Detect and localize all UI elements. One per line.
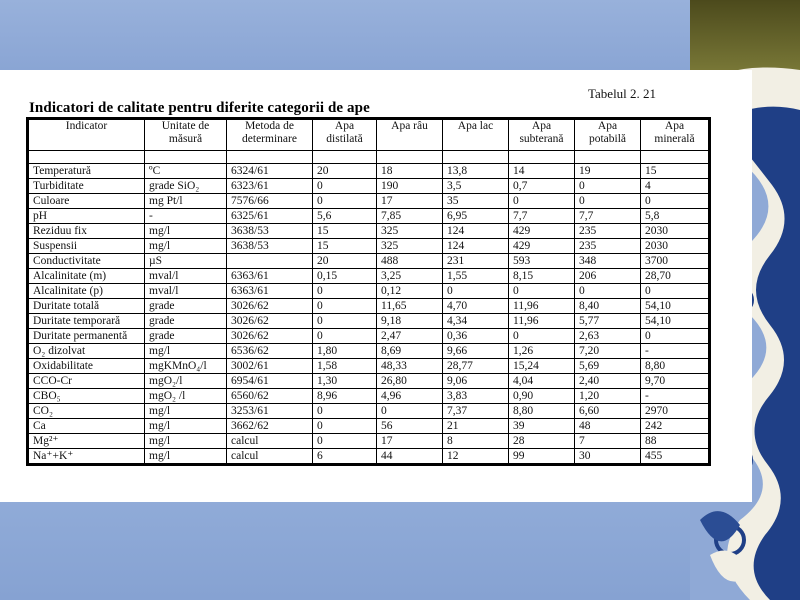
table-cell: 190: [377, 179, 443, 194]
table-cell: 0: [575, 284, 641, 299]
column-header: Apa potabilă: [575, 119, 641, 151]
table-cell: 0,15: [313, 269, 377, 284]
table-cell: 5,69: [575, 359, 641, 374]
header-row: [28, 119, 710, 151]
table-cell: mg/l: [145, 449, 227, 465]
table-cell: mg/l: [145, 224, 227, 239]
table-cell: 124: [443, 224, 509, 239]
table-cell: 15: [641, 164, 710, 179]
indicator-cell: Conductivitate: [28, 254, 145, 269]
table-cell: 6,60: [575, 404, 641, 419]
table-cell: 1,55: [443, 269, 509, 284]
table-row: [28, 269, 710, 284]
table-cell: 6560/62: [227, 389, 313, 404]
table-header: [28, 119, 710, 151]
table-cell: 1,80: [313, 344, 377, 359]
table-cell: 0: [641, 329, 710, 344]
table-cell: 6323/61: [227, 179, 313, 194]
table-cell: 0: [313, 314, 377, 329]
table-cell: mgO₂/l: [145, 374, 227, 389]
table-cell: 0: [313, 284, 377, 299]
table-cell: 0: [641, 284, 710, 299]
table-row: [28, 224, 710, 239]
table-cell: 0: [641, 194, 710, 209]
table-cell: 21: [443, 419, 509, 434]
column-header: Apa subterană: [509, 119, 575, 151]
table-cell: 48: [575, 419, 641, 434]
table-cell: 2030: [641, 224, 710, 239]
table-cell: 28: [509, 434, 575, 449]
table-cell: -: [145, 209, 227, 224]
table-row: [28, 329, 710, 344]
table-cell: µS: [145, 254, 227, 269]
table-cell: 26,80: [377, 374, 443, 389]
column-header: Unitate de măsură: [145, 119, 227, 151]
table-number: Tabelul 2. 21: [588, 86, 657, 101]
table-row: [28, 374, 710, 389]
table-cell: 2,47: [377, 329, 443, 344]
table-cell: 0: [509, 329, 575, 344]
indicator-cell: Duritate temporară: [28, 314, 145, 329]
table-cell: 206: [575, 269, 641, 284]
table-cell: [227, 254, 313, 269]
table-cell: 8,40: [575, 299, 641, 314]
indicator-cell: O₂ dizolvat: [28, 344, 145, 359]
table-row: [28, 164, 710, 179]
table-cell: 8,15: [509, 269, 575, 284]
table-cell: 35: [443, 194, 509, 209]
water-quality-table: [26, 117, 711, 466]
table-cell: 8,80: [641, 359, 710, 374]
table-cell: 7,37: [443, 404, 509, 419]
table-cell: 6363/61: [227, 269, 313, 284]
column-header: Indicator: [28, 119, 145, 151]
table-cell: 14: [509, 164, 575, 179]
table-row: [28, 194, 710, 209]
table-cell: grade: [145, 299, 227, 314]
indicator-cell: Turbiditate: [28, 179, 145, 194]
table-cell: 8,80: [509, 404, 575, 419]
table-cell: 20: [313, 164, 377, 179]
table-cell: 3026/62: [227, 314, 313, 329]
table-cell: 28,77: [443, 359, 509, 374]
table-cell: 4: [641, 179, 710, 194]
table-cell: 124: [443, 239, 509, 254]
column-header: Apa minerală: [641, 119, 710, 151]
indicator-cell: CCO-Cr: [28, 374, 145, 389]
table-cell: 44: [377, 449, 443, 465]
table-cell: -: [641, 344, 710, 359]
table-cell: 6,95: [443, 209, 509, 224]
table-cell: 1,20: [575, 389, 641, 404]
table-cell: grade: [145, 314, 227, 329]
table-cell: 325: [377, 239, 443, 254]
table-cell: 4,04: [509, 374, 575, 389]
indicator-cell: CO₂: [28, 404, 145, 419]
table-cell: 39: [509, 419, 575, 434]
table-cell: ºC: [145, 164, 227, 179]
table-cell: 231: [443, 254, 509, 269]
indicator-cell: Duritate permanentă: [28, 329, 145, 344]
table-cell: 15: [313, 224, 377, 239]
column-header: Apa râu: [377, 119, 443, 151]
table-cell: 2,40: [575, 374, 641, 389]
indicator-cell: Na⁺+K⁺: [28, 449, 145, 465]
table-cell: 7: [575, 434, 641, 449]
table-cell: 0: [575, 194, 641, 209]
table-cell: 9,70: [641, 374, 710, 389]
table-cell: 0,12: [377, 284, 443, 299]
table-cell: 0: [509, 194, 575, 209]
table-cell: 5,77: [575, 314, 641, 329]
table-cell: 13,8: [443, 164, 509, 179]
table-cell: 9,66: [443, 344, 509, 359]
table-cell: 88: [641, 434, 710, 449]
indicator-cell: Mg²⁺: [28, 434, 145, 449]
table-cell: 6954/61: [227, 374, 313, 389]
table-container: [26, 117, 708, 466]
table-row: [28, 434, 710, 449]
table-cell: 12: [443, 449, 509, 465]
table-row: [28, 344, 710, 359]
table-cell: mg/l: [145, 419, 227, 434]
table-cell: 3638/53: [227, 239, 313, 254]
table-cell: mval/l: [145, 284, 227, 299]
indicator-cell: Suspensii: [28, 239, 145, 254]
table-row: [28, 284, 710, 299]
table-cell: 19: [575, 164, 641, 179]
table-cell: 0,36: [443, 329, 509, 344]
table-row: [28, 299, 710, 314]
table-row: [28, 449, 710, 465]
table-cell: 15,24: [509, 359, 575, 374]
table-cell: 0: [313, 179, 377, 194]
table-cell: 3026/62: [227, 299, 313, 314]
table-cell: 17: [377, 434, 443, 449]
table-row: [28, 419, 710, 434]
table-cell: 488: [377, 254, 443, 269]
table-cell: 3253/61: [227, 404, 313, 419]
table-cell: 3026/62: [227, 329, 313, 344]
table-cell: 0: [313, 299, 377, 314]
table-cell: 235: [575, 224, 641, 239]
table-cell: 0: [377, 404, 443, 419]
top-background-band: [0, 0, 800, 70]
table-cell: 6536/62: [227, 344, 313, 359]
table-cell: mg Pt/l: [145, 194, 227, 209]
table-cell: 2,63: [575, 329, 641, 344]
table-cell: 20: [313, 254, 377, 269]
table-row: [28, 179, 710, 194]
table-cell: 325: [377, 224, 443, 239]
indicator-cell: Temperatură: [28, 164, 145, 179]
table-row: [28, 389, 710, 404]
table-cell: 1,26: [509, 344, 575, 359]
table-cell: 7,7: [509, 209, 575, 224]
table-cell: 8: [443, 434, 509, 449]
indicator-cell: Ca: [28, 419, 145, 434]
table-cell: mval/l: [145, 269, 227, 284]
table-cell: 4,70: [443, 299, 509, 314]
table-cell: 0,90: [509, 389, 575, 404]
table-cell: 5,6: [313, 209, 377, 224]
table-cell: 3002/61: [227, 359, 313, 374]
table-cell: 6: [313, 449, 377, 465]
table-cell: 30: [575, 449, 641, 465]
table-cell: 17: [377, 194, 443, 209]
table-cell: calcul: [227, 449, 313, 465]
table-cell: 429: [509, 239, 575, 254]
table-cell: 3662/62: [227, 419, 313, 434]
table-cell: calcul: [227, 434, 313, 449]
indicator-cell: CBO₅: [28, 389, 145, 404]
table-cell: 7,20: [575, 344, 641, 359]
table-cell: mgO₂ /l: [145, 389, 227, 404]
table-cell: 593: [509, 254, 575, 269]
table-cell: grade SiO₂: [145, 179, 227, 194]
table-cell: 9,06: [443, 374, 509, 389]
bottom-background-band: [0, 500, 800, 600]
table-cell: 15: [313, 239, 377, 254]
table-row: [28, 359, 710, 374]
table-cell: 5,8: [641, 209, 710, 224]
table-cell: 0: [313, 329, 377, 344]
table-cell: 0: [575, 179, 641, 194]
table-cell: 54,10: [641, 299, 710, 314]
table-cell: 348: [575, 254, 641, 269]
table-cell: 6325/61: [227, 209, 313, 224]
indicator-cell: Duritate totală: [28, 299, 145, 314]
table-cell: 0: [509, 284, 575, 299]
table-cell: 9,18: [377, 314, 443, 329]
table-cell: 3700: [641, 254, 710, 269]
table-cell: mg/l: [145, 404, 227, 419]
indicator-cell: Alcalinitate (p): [28, 284, 145, 299]
table-cell: 3638/53: [227, 224, 313, 239]
table-cell: mg/l: [145, 434, 227, 449]
table-cell: mgKMnO₄/l: [145, 359, 227, 374]
indicator-cell: Oxidabilitate: [28, 359, 145, 374]
spacer-row: [28, 151, 710, 164]
indicator-cell: pH: [28, 209, 145, 224]
table-cell: 242: [641, 419, 710, 434]
table-cell: 0: [313, 419, 377, 434]
table-cell: 4,96: [377, 389, 443, 404]
table-cell: 235: [575, 239, 641, 254]
table-cell: 7576/66: [227, 194, 313, 209]
table-cell: 99: [509, 449, 575, 465]
table-cell: 3,25: [377, 269, 443, 284]
indicator-cell: Reziduu fix: [28, 224, 145, 239]
table-cell: 1,30: [313, 374, 377, 389]
table-body: [28, 151, 710, 465]
table-cell: 1,58: [313, 359, 377, 374]
table-row: [28, 404, 710, 419]
table-cell: 11,96: [509, 314, 575, 329]
table-cell: 3,83: [443, 389, 509, 404]
indicator-cell: Alcalinitate (m): [28, 269, 145, 284]
table-cell: 28,70: [641, 269, 710, 284]
table-cell: 4,34: [443, 314, 509, 329]
table-cell: 7,85: [377, 209, 443, 224]
table-slide-panel: [0, 70, 752, 502]
table-row: [28, 239, 710, 254]
table-cell: 3,5: [443, 179, 509, 194]
table-cell: 6324/61: [227, 164, 313, 179]
table-cell: 0: [313, 194, 377, 209]
table-cell: 0,7: [509, 179, 575, 194]
column-header: Apa lac: [443, 119, 509, 151]
table-row: [28, 209, 710, 224]
table-cell: 54,10: [641, 314, 710, 329]
table-cell: 6363/61: [227, 284, 313, 299]
table-cell: 0: [443, 284, 509, 299]
table-cell: mg/l: [145, 344, 227, 359]
table-cell: 7,7: [575, 209, 641, 224]
table-cell: 0: [313, 434, 377, 449]
table-cell: 11,65: [377, 299, 443, 314]
table-cell: -: [641, 389, 710, 404]
table-cell: 0: [313, 404, 377, 419]
table-cell: 8,69: [377, 344, 443, 359]
table-cell: 429: [509, 224, 575, 239]
column-header: Apa distilată: [313, 119, 377, 151]
table-cell: 18: [377, 164, 443, 179]
table-cell: 48,33: [377, 359, 443, 374]
column-header: Metoda de determinare: [227, 119, 313, 151]
indicator-cell: Culoare: [28, 194, 145, 209]
corner-olive-block: [690, 0, 800, 80]
table-cell: 2030: [641, 239, 710, 254]
table-cell: 8,96: [313, 389, 377, 404]
table-cell: 56: [377, 419, 443, 434]
table-row: [28, 314, 710, 329]
table-title: Indicatori de calitate pentru diferite categorii de ape: [29, 100, 370, 116]
table-cell: 455: [641, 449, 710, 465]
table-row: [28, 254, 710, 269]
table-cell: mg/l: [145, 239, 227, 254]
table-cell: grade: [145, 329, 227, 344]
table-cell: 11,96: [509, 299, 575, 314]
table-cell: 2970: [641, 404, 710, 419]
